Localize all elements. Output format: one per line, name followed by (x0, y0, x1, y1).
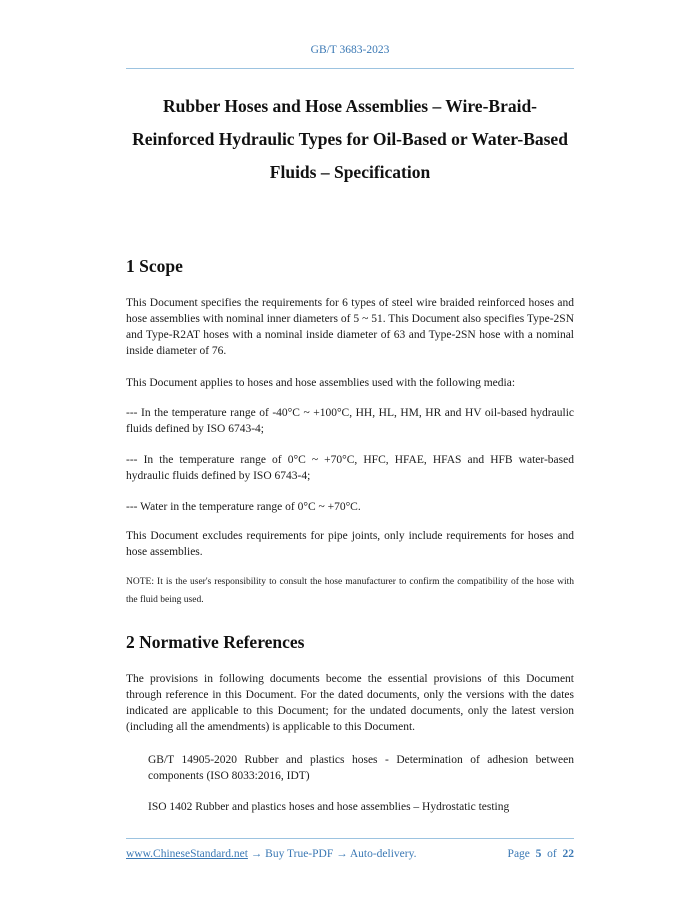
reference-item-gbt-14905: GB/T 14905-2020 Rubber and plastics hoses - Determination of adhesion between components (ISO 8033:2016, IDT) (148, 754, 574, 782)
section-heading-normative-references: 2 Normative References (126, 632, 305, 652)
chinesestandard-link[interactable]: www.ChineseStandard.net (126, 848, 248, 860)
footer-promo (126, 848, 416, 860)
scope-list-item-water: --- Water in the temperature range of 0°C ~ +70°C. (126, 501, 361, 513)
page-current: 5 (535, 848, 542, 860)
scope-list-item-water-based: --- In the temperature range of 0°C ~ +70°C, HFC, HFAE, HFAS and HFB water-based hydraulic fluids defined by ISO 6743-4; (126, 454, 574, 482)
footer-tagline: → Buy True-PDF → Auto-delivery. (247, 848, 417, 860)
references-intro-paragraph: The provisions in following documents become the essential provisions of this Document through reference in this Document. For the dated documents, only the versions with the dates indicated are applicable to this Document; for the undated documents, only the latest version (including all the amendments) is applicable to this Document. (126, 673, 574, 733)
scope-paragraph-1: This Document specifies the requirements for 6 types of steel wire braided reinforced hoses and hose assemblies with nominal inner diameters of 5 ~ 51. This Document also specifies Type-2SN and Type-R2AT hoses with a nominal inside diameter of 63 and Type-2SN hose with a nominal inside diameter of 76. (126, 297, 574, 357)
title-line-1: Rubber Hoses and Hose Assemblies – Wire-Braid- (162, 96, 538, 116)
scope-note: NOTE: It is the user's responsibility to consult the hose manufacturer to confirm the compatibility of the hose with the fluid being used. (126, 577, 574, 605)
section-heading-scope: 1 Scope (126, 256, 183, 276)
page-word: Page (507, 848, 530, 860)
scope-paragraph-exclusions: This Document excludes requirements for pipe joints, only include requirements for hoses and hose assemblies. (126, 530, 574, 558)
page-of: of (547, 848, 557, 860)
scope-paragraph-2: This Document applies to hoses and hose assemblies used with the following media: (126, 377, 516, 389)
footer-divider (126, 838, 574, 839)
scope-list-item-oil: --- In the temperature range of -40°C ~ +100°C, HH, HL, HM, HR and HV oil-based hydraulic fluids defined by ISO 6743-4; (126, 407, 574, 435)
running-header: GB/T 3683-2023 (310, 44, 390, 56)
page-total: 22 (562, 848, 574, 860)
reference-item-iso-1402: ISO 1402 Rubber and plastics hoses and hose assemblies – Hydrostatic testing (148, 801, 510, 813)
title-line-2: Reinforced Hydraulic Types for Oil-Based or Water-Based (132, 129, 568, 149)
document-title (126, 90, 574, 189)
page-number (508, 848, 574, 860)
header-divider (126, 68, 574, 69)
title-line-3: Fluids – Specification (269, 162, 431, 182)
